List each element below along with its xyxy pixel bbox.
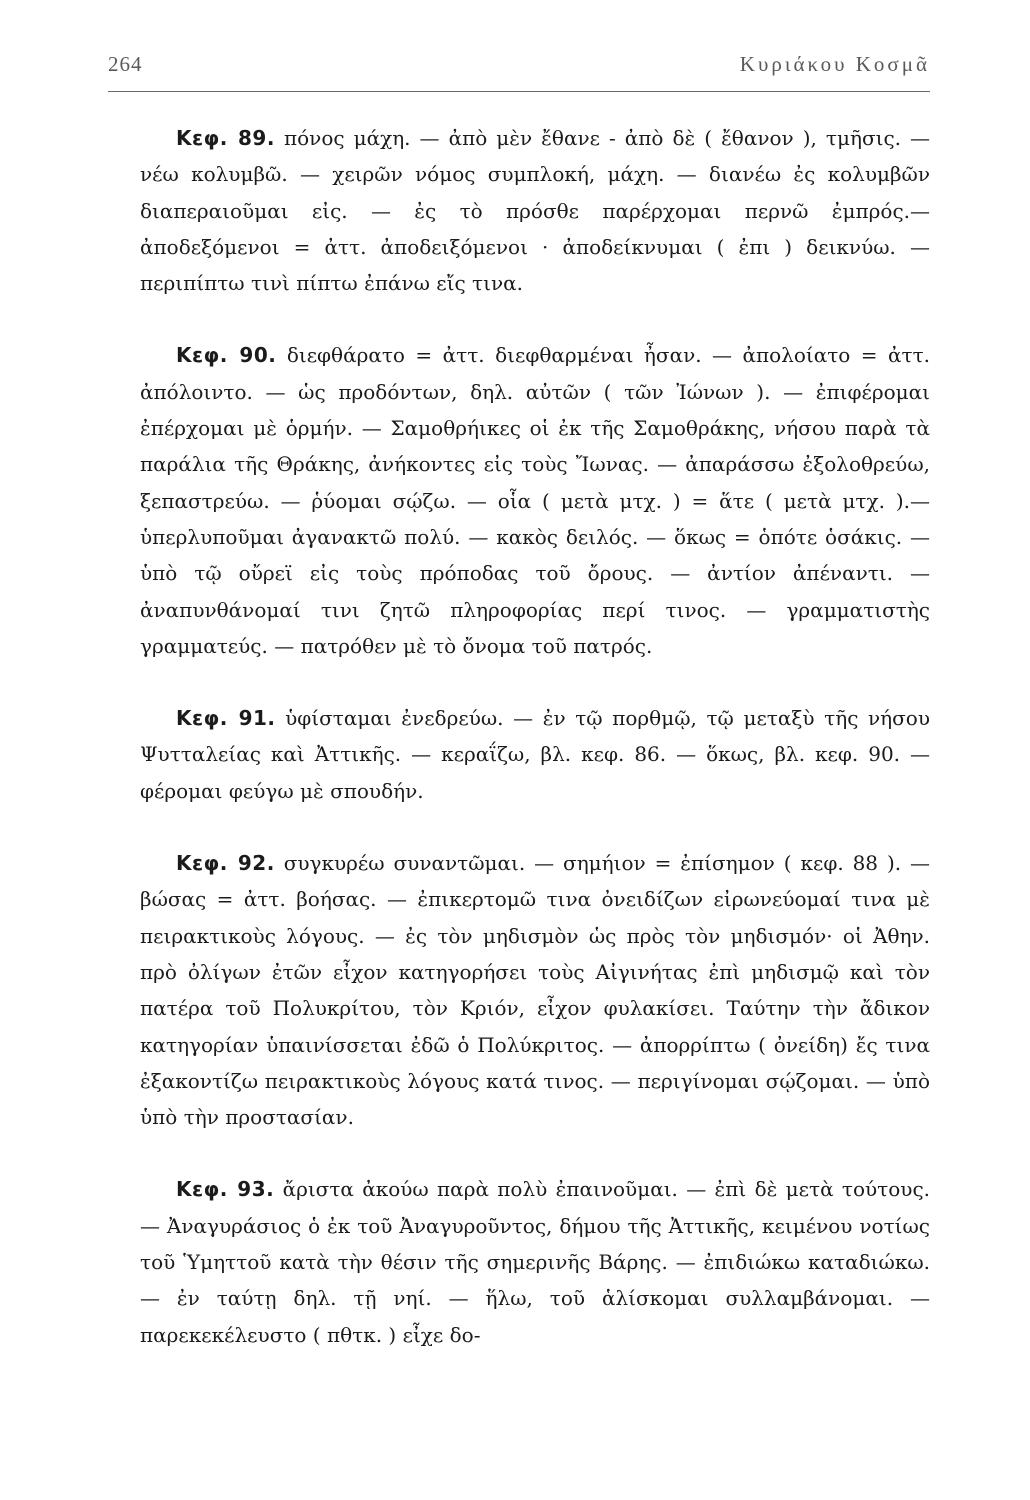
running-head <box>108 52 930 82</box>
chapter-note-90 <box>140 337 930 664</box>
chapter-note-text: ἄριστα ἀκούω παρὰ πολὺ ἐπαινοῦμαι. — ἐπὶ δὲ μετὰ τούτους. — Ἀναγυράσιος ὁ ἐκ τοῦ Ἀναγυροῦντος, δήμου τῆς Ἀττικῆς, κειμένου νοτίως τοῦ Ὑμηττοῦ κατὰ τὴν θέσιν τῆς σημερινῆς Βάρης. — ἐπιδιώκω καταδιώκω. — ἐν ταύτῃ δηλ. τῇ νηί. — ἥλω, τοῦ ἁλίσκομαι συλλαμβάνομαι. — παρεκεκέλευστο ( πθτκ. ) εἶχε δο- <box>140 1177 931 1347</box>
chapter-note-93 <box>140 1171 930 1352</box>
running-title: Κυριάκου Κοσμᾶ <box>739 52 930 76</box>
page-number: 264 <box>108 52 143 76</box>
chapter-number: Κεφ. 91. <box>176 706 276 731</box>
chapter-note-89 <box>140 120 930 301</box>
chapter-note-text: ὑφίσταμαι ἐνεδρεύω. — ἐν τῷ πορθμῷ, τῷ μεταξὺ τῆς νήσου Ψυτταλείας καὶ Ἀττικῆς. — κεραΐζω, βλ. κεφ. 86. — ὅκως, βλ. κεφ. 90. — φέρομαι φεύγω μὲ σπουδήν. <box>140 706 931 803</box>
chapter-note-92 <box>140 845 930 1135</box>
chapter-number: Κεφ. 89. <box>176 126 275 150</box>
header-rule <box>108 91 930 92</box>
chapter-note-text: συγκυρέω συναντῶμαι. — σημήιον = ἐπίσημον ( κεφ. 88 ). — βώσας = ἀττ. βοήσας. — ἐπικερτομῶ τινα ὀνειδίζων εἰρωνεύομαί τινα μὲ πειρακτικοὺς λόγους. — ἐς τὸν μηδισμὸν ὡς πρὸς τὸν μηδισμόν· οἱ Ἀθην. πρὸ ὀλίγων ἐτῶν εἶχον κατηγορήσει τοὺς Αἰγινήτας ἐπὶ μηδισμῷ καὶ τὸν πατέρα τοῦ Πολυκρίτου, τὸν Κριόν, εἶχον φυλακίσει. Ταύτην τὴν ἄδικον κατηγορίαν ὑπαινίσσεται ἐδῶ ὁ Πολύκριτος. — ἀπορρίπτω ( ὀνείδη) ἔς τινα ἐξακοντίζω πειρακτικοὺς λόγους κατά τινος. — περιγίνομαι σῴζομαι. — ὑπὸ ὑπὸ τὴν προστασίαν. <box>140 851 931 1130</box>
chapter-number: Κεφ. 90. <box>176 343 277 368</box>
chapter-note-text: πόνος μάχη. — ἀπὸ μὲν ἔθανε - ἀπὸ δὲ ( ἔθανον ), τμῆσις. — νέω κολυμβῶ. — χειρῶν νόμος συμπλοκή, μάχη. — διανέω ἐς κολυμβῶν διαπεραιοῦμαι εἰς. — ἐς τὸ πρόσθε παρέρχομαι περνῶ ἐμπρός.—ἀποδεξόμενοι = ἀττ. ἀποδειξόμενοι · ἀποδείκνυμαι ( ἐπι ) δεικνύω. — περιπίπτω τινὶ πίπτω ἐπάνω εἴς τινα. <box>140 126 931 296</box>
chapter-note-91 <box>140 700 930 809</box>
commentary-body <box>140 120 930 1389</box>
chapter-number: Κεφ. 93. <box>176 1177 275 1202</box>
chapter-number: Κεφ. 92. <box>176 851 275 876</box>
chapter-note-text: διεφθάρατο = ἀττ. διεφθαρμέναι ἦσαν. — ἀπολοίατο = ἀττ. ἀπόλοιντο. — ὡς προδόντων, δηλ. αὐτῶν ( τῶν Ἰώνων ). — ἐπιφέρομαι ἐπέρχομαι μὲ ὁρμήν. — Σαμοθρήικες οἱ ἐκ τῆς Σαμοθράκης, νήσου παρὰ τὰ παράλια τῆς Θράκης, ἀνήκοντες εἰς τοὺς Ἴωνας. — ἀπαράσσω ἐξολοθρεύω, ξεπαστρεύω. — ῥύομαι σῴζω. — οἷα ( μετὰ μτχ. ) = ἅτε ( μετὰ μτχ. ).—ὑπερλυποῦμαι ἀγανακτῶ πολύ. — κακὸς δειλός. — ὅκως = ὁπότε ὁσάκις. — ὑπὸ τῷ οὔρεϊ εἰς τοὺς πρόποδας τοῦ ὄρους. — ἀντίον ἀπέναντι. — ἀναπυνθάνομαί τινι ζητῶ πληροφορίας περί τινος. — γραμματιστὴς γραμματεύς. — πατρόθεν μὲ τὸ ὄνομα τοῦ πατρός. <box>140 343 930 658</box>
